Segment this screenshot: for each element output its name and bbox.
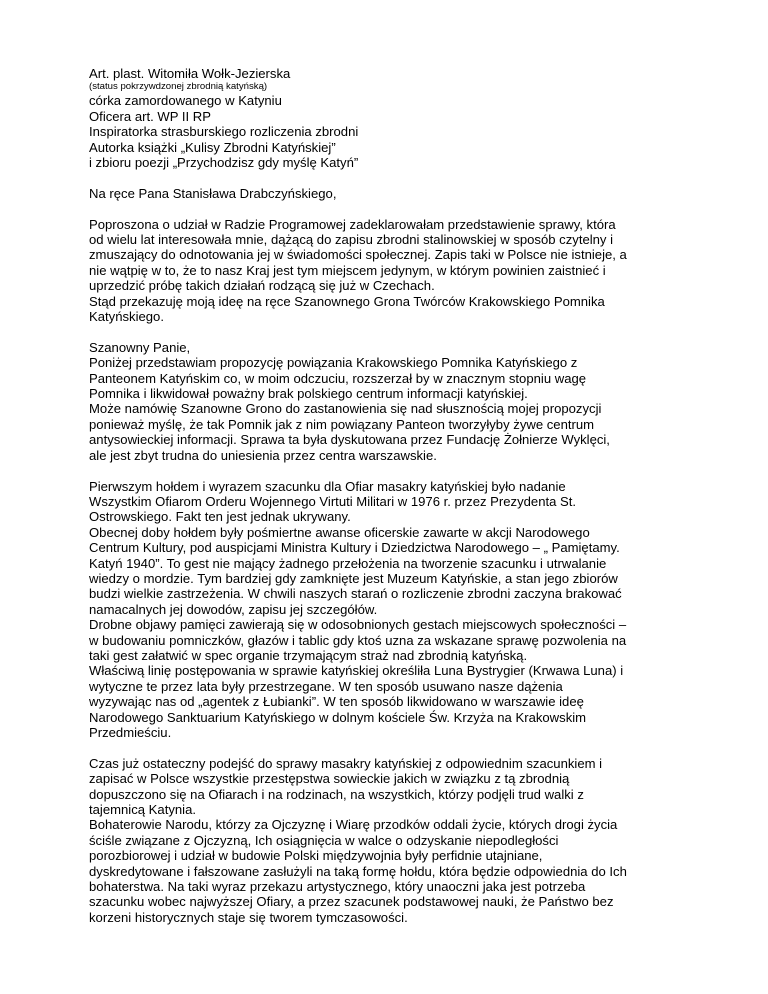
paragraph-1 bbox=[89, 217, 689, 325]
paragraph-line: Właściwą linię postępowania w sprawie katyńskiej określiła Luna Bystrygier (Krwawa Luna) i bbox=[89, 663, 624, 679]
paragraph-line: Szanowny Panie, bbox=[89, 339, 191, 355]
paragraph-line: zapisać w Polsce wszystkie przestępstwa sowieckie jakich w związku z tą zbrodnią bbox=[89, 771, 570, 787]
paragraph-line: wyzywając nas od „agentek z Łubianki”. W ten sposób likwidowano w warszawie ideę bbox=[89, 694, 584, 710]
author-line: córka zamordowanego w Katyniu bbox=[89, 93, 282, 109]
author-line: Inspiratorka strasburskiego rozliczenia zbrodni bbox=[89, 124, 359, 140]
author-name: Art. plast. Witomiła Wołk-Jezierska bbox=[89, 66, 291, 81]
author-line: Autorka książki „Kulisy Zbrodni Katyńskiej” bbox=[89, 139, 336, 155]
paragraph-line: korzeni historycznych staje się tworem tymczasowości. bbox=[89, 909, 408, 925]
author-status: (status pokrzywdzonej zbrodnią katyńską) bbox=[89, 81, 268, 93]
paragraph-line: w budowaniu pomniczków, głazów i tablic gdy ktoś uzna za wskazane sprawę pozwolenia na bbox=[89, 632, 627, 648]
paragraph-line: porozbiorowej i udział w budowie Polski międzywojnia były perfidnie utajniane, bbox=[89, 848, 543, 864]
paragraph-line: Stąd przekazuję moją ideę na ręce Szanownego Grona Twórców Krakowskiego Pomnika bbox=[89, 293, 605, 309]
paragraph-line: Narodowego Sanktuarium Katyńskiego w dolnym kościele Św. Krzyża na Krakowskim bbox=[89, 709, 587, 725]
paragraph-line: ściśle związane z Ojczyzną, Ich osiągnięcia w walce o odzyskanie niepodległości bbox=[89, 832, 559, 848]
paragraph-2 bbox=[89, 340, 689, 463]
paragraph-line: wytyczne te przez lata były przestrzegane. W ten sposób usuwano nasze dążenia bbox=[89, 678, 563, 694]
author-header bbox=[89, 66, 689, 170]
paragraph-line: Katyńskiego. bbox=[89, 309, 164, 325]
paragraph-line: uprzedzić próbę takich działań rodzącą się już w Czechach. bbox=[89, 278, 435, 294]
paragraph-line: Przedmieściu. bbox=[89, 725, 172, 740]
paragraph-line: namacalnych jej dowodów, zapisu jej szczegółów. bbox=[89, 601, 378, 617]
paragraph-line: Poniżej przedstawiam propozycję powiązania Krakowskiego Pomnika Katyńskiego z bbox=[89, 355, 578, 371]
paragraph-line: dopuszczono się na Ofiarach i na rodzinach, na wszystkich, którzy podjęli trud walki z bbox=[89, 786, 584, 802]
paragraph-line: antysowieckiej informacji. Sprawa ta była dyskutowana przez Fundację Żołnierze Wyklęci, bbox=[89, 432, 610, 448]
paragraph-line: budzi wielkie zastrzeżenia. W chwili naszych starań o rozliczenie zbrodni zaczyna brakować bbox=[89, 586, 622, 602]
paragraph-line: Bohaterowie Narodu, którzy za Ojczyznę i Wiarę przodków oddali życie, których drogi życia bbox=[89, 817, 618, 833]
author-line: Oficera art. WP II RP bbox=[89, 108, 211, 124]
paragraph-line: Ostrowskiego. Fakt ten jest jednak ukrywany. bbox=[89, 509, 351, 525]
addressee bbox=[89, 186, 689, 201]
paragraph-line: Centrum Kultury, pod auspicjami Ministra Kultury i Dziedzictwa Narodowego – „ Pamiętamy. bbox=[89, 540, 620, 556]
paragraph-line: Może namówię Szanowne Grono do zastanowienia się nad słusznością mojej propozycji bbox=[89, 401, 602, 417]
paragraph-line: Wszystkim Ofiarom Orderu Wojennego Virtuti Militari w 1976 r. przez Prezydenta St. bbox=[89, 493, 577, 509]
paragraph-line: szacunku wobec najwyższej Ofiary, a przez szacunek podstawowej nauki, że Państwo bez bbox=[89, 894, 614, 910]
paragraph-line: Drobne objawy pamięci zawierają się w odosobnionych gestach miejscowych społeczności – bbox=[89, 617, 627, 633]
paragraph-line: tajemnicą Katynia. bbox=[89, 802, 196, 818]
paragraph-line: Obecnej doby hołdem były pośmiertne awanse oficerskie zawarte w akcji Narodowego bbox=[89, 524, 590, 540]
paragraph-line: Pomnika i likwidował poważny brak polskiego centrum informacji katyńskiej. bbox=[89, 386, 528, 402]
paragraph-line: nie wątpię w to, że to nasz Kraj jest tym miejscem jedynym, w którym powinien zaistnieć i bbox=[89, 262, 606, 278]
paragraph-line: bohaterstwa. Na taki wyraz przekazu artystycznego, który unaoczni jaka jest potrzeba bbox=[89, 879, 586, 895]
paragraph-3 bbox=[89, 479, 689, 741]
document-page bbox=[89, 66, 689, 941]
paragraph-line: ale jest zbyt trudna do uniesienia przez centra warszawskie. bbox=[89, 447, 437, 463]
paragraph-line: zmuszający do odnotowania jej w świadomości społecznej. Zapis taki w Polsce nie istnieje, a bbox=[89, 247, 627, 263]
paragraph-line: Panteonem Katyńskim co, w moim odczuciu, rozszerzał by w znacznym stopniu wagę bbox=[89, 370, 587, 386]
addressee-line: Na ręce Pana Stanisława Drabczyńskiego, bbox=[89, 185, 337, 201]
paragraph-4 bbox=[89, 756, 689, 925]
paragraph-line: Czas już ostateczny podejść do sprawy masakry katyńskiej z odpowiednim szacunkiem i bbox=[89, 755, 603, 771]
paragraph-line: wiedzy o mordzie. Tym bardziej gdy zamknięte jest Muzeum Katyńskie, a stan jego zbiorów bbox=[89, 570, 618, 586]
paragraph-line: Katyń 1940”. To gest nie mający żadnego przełożenia na tworzenie szacunku i utrwalanie bbox=[89, 555, 607, 571]
paragraph-line: Pierwszym hołdem i wyrazem szacunku dla Ofiar masakry katyńskiej było nadanie bbox=[89, 478, 566, 494]
paragraph-line: ponieważ myślę, że tak Pomnik jak z nim powiązany Panteon tworzyłyby żywe centrum bbox=[89, 416, 595, 432]
author-line: i zbioru poezji „Przychodzisz gdy myślę Katyń” bbox=[89, 155, 359, 171]
paragraph-line: dyskredytowane i fałszowane zasłużyli na taką formę hołdu, która będzie odpowiednia do Ich bbox=[89, 863, 627, 879]
paragraph-line: taki gest załatwić w spec organie trzymającym straż nad zbrodnią katyńską. bbox=[89, 647, 528, 663]
paragraph-line: Poproszona o udział w Radzie Programowej zadeklarowałam przedstawienie sprawy, która bbox=[89, 216, 616, 232]
paragraph-line: od wielu lat interesowała mnie, dążącą do zapisu zbrodni stalinowskiej w sposób czytelny i bbox=[89, 232, 614, 248]
